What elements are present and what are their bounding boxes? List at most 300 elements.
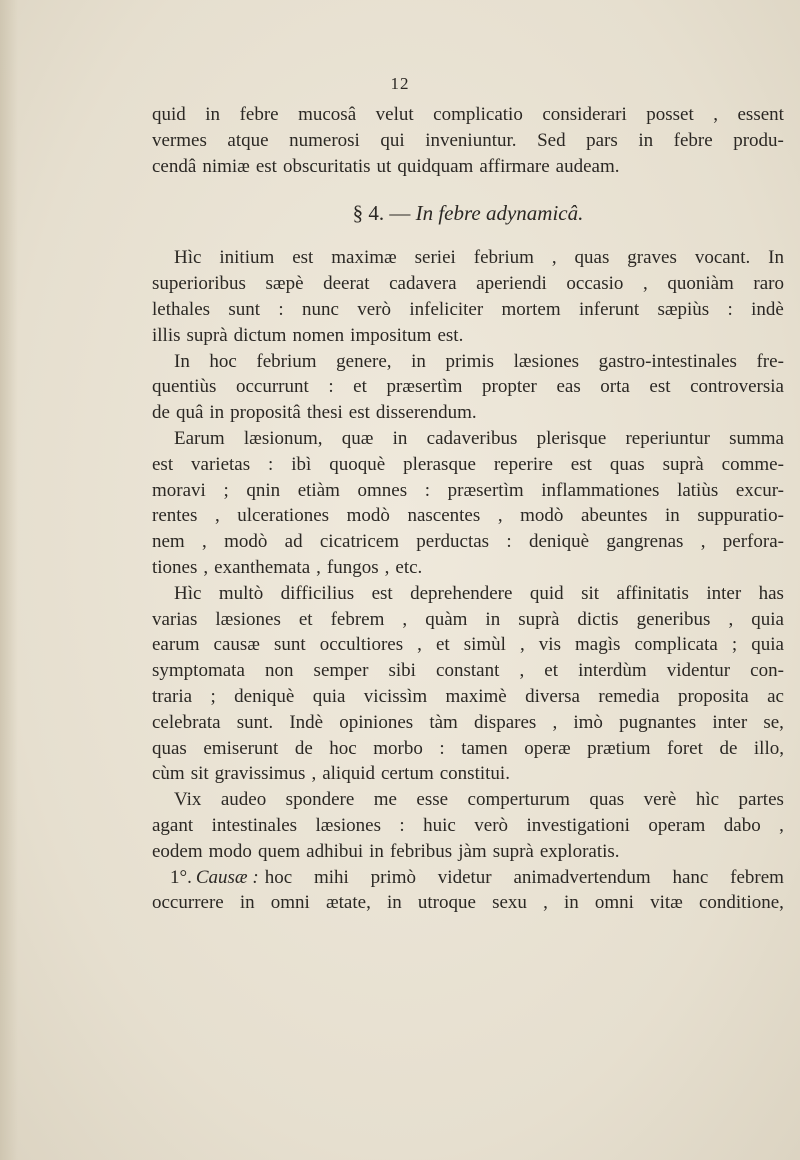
word: inveniuntur. [425, 129, 517, 151]
word: complicata [634, 634, 718, 656]
word: impositum [350, 324, 432, 346]
word: suprà [662, 453, 704, 475]
word: est [371, 582, 393, 604]
word: In [768, 247, 784, 269]
word: Earum [174, 427, 225, 449]
word: seriei [414, 247, 456, 269]
word: abeuntes [580, 505, 648, 527]
word: perductas [416, 531, 490, 553]
word: : [328, 376, 334, 398]
word: constitui. [439, 763, 510, 785]
word: maximè [445, 685, 507, 707]
word: se, [763, 711, 784, 733]
word: non [264, 660, 294, 682]
word: multò [218, 582, 264, 604]
word: , [519, 660, 525, 682]
word: traria [152, 685, 193, 707]
word: febrium [256, 350, 317, 372]
word: de [152, 402, 170, 424]
word: hoc [264, 866, 293, 888]
text-line [152, 426, 784, 452]
word: symptomata [152, 660, 245, 682]
word: de [294, 737, 313, 759]
word: comme- [721, 453, 784, 475]
paragraph [152, 245, 784, 348]
word: occasio [566, 273, 624, 295]
word: interdùm [578, 660, 647, 682]
word: thesi [306, 402, 343, 424]
word: ; [210, 685, 216, 707]
text-line [152, 128, 784, 154]
word: numerosi [289, 129, 360, 151]
word: , [497, 505, 503, 527]
word: febrem [730, 866, 784, 888]
section-heading [152, 189, 784, 237]
word: fre- [756, 350, 784, 372]
word: quas [589, 789, 625, 811]
word: nascentes [407, 505, 481, 527]
word: : [278, 298, 284, 320]
word: febre [239, 104, 279, 125]
word: posset [646, 104, 694, 125]
word: , [642, 273, 648, 295]
text-line [152, 323, 784, 349]
word: in [665, 505, 680, 527]
text-line [152, 374, 784, 400]
text-line [152, 245, 784, 271]
text-line [152, 102, 784, 128]
causae-line-2 [152, 890, 784, 916]
word: Hìc [174, 247, 202, 269]
word: tiones [152, 556, 198, 578]
text-line [152, 658, 784, 684]
word: opiniones [339, 711, 414, 733]
word: dictis [577, 608, 619, 630]
word: , [316, 556, 321, 578]
word: suprà [518, 608, 560, 630]
word: in [205, 104, 221, 125]
word: in [563, 892, 579, 914]
word: quas [609, 453, 645, 475]
text-line [152, 710, 784, 736]
word: qui [380, 129, 405, 151]
word: est. [437, 324, 464, 346]
word: etiàm [297, 479, 340, 501]
word: mortem [501, 298, 561, 320]
word: est [570, 453, 592, 475]
word: deniquè [528, 531, 590, 553]
word: quidquam [397, 155, 474, 177]
word: quia [312, 685, 346, 707]
word: , [552, 711, 558, 733]
word: nunc [301, 298, 339, 320]
word: : [399, 814, 405, 836]
word: omnes [357, 479, 408, 501]
word: sit [581, 582, 600, 604]
word: agant [152, 814, 194, 836]
word: est [255, 155, 277, 177]
section-paragraphs [152, 245, 784, 864]
word: vocant. [694, 247, 751, 269]
word: hoc [209, 350, 237, 372]
word: qnin [246, 479, 281, 501]
word: excur- [735, 479, 784, 501]
word: gangrenas [606, 531, 684, 553]
word: inferunt [578, 298, 640, 320]
word: comperturum [467, 789, 570, 811]
word: propositâ [230, 402, 301, 424]
word: suppuratio- [697, 505, 784, 527]
word: affinitatis [616, 582, 689, 604]
word: imò [573, 711, 603, 733]
word: nem [152, 531, 185, 553]
word: prætium [587, 737, 651, 759]
word: conditione, [698, 892, 784, 914]
word: moravi [152, 479, 206, 501]
word: maximæ [331, 247, 397, 269]
word: et [544, 660, 558, 682]
causae-label: Causæ : [195, 866, 259, 888]
word: esse [416, 789, 449, 811]
word: , [311, 763, 317, 785]
word: propter [482, 376, 537, 398]
word: quàm [425, 608, 468, 630]
word: utroque [417, 892, 476, 914]
word: cadavera [389, 273, 457, 295]
text-line [152, 684, 784, 710]
word: Vix [174, 789, 202, 811]
word: , [520, 634, 525, 656]
word: læsiones [315, 814, 381, 836]
word: essent [737, 104, 784, 125]
word: eodem [152, 840, 203, 862]
word: mucosâ [298, 104, 357, 125]
word: etc. [395, 556, 423, 578]
word: Sed [537, 129, 566, 151]
word: varietas [191, 453, 251, 475]
word: reperiuntur [625, 427, 710, 449]
word: aliquid [322, 763, 375, 785]
word: : [439, 737, 445, 759]
text-line [152, 503, 784, 529]
word: in [369, 840, 384, 862]
text-line [152, 632, 784, 658]
word: , [214, 505, 220, 527]
section-number: § 4. — [352, 201, 411, 226]
word: sibi [388, 660, 416, 682]
word: quia [751, 608, 784, 630]
word: pugnantes [619, 711, 697, 733]
word: raro [753, 273, 784, 295]
word: disserendum. [375, 402, 477, 424]
causae-text-2 [152, 890, 784, 916]
word: in [485, 608, 501, 630]
word: in [239, 892, 255, 914]
word: jàm [458, 840, 487, 862]
word: huic [423, 814, 456, 836]
word: quid [529, 582, 564, 604]
paragraph [152, 349, 784, 426]
word: lethales [152, 298, 211, 320]
word: intestinales [211, 814, 298, 836]
word: modò [346, 505, 390, 527]
word: ibì [291, 453, 312, 475]
word: videtur [437, 866, 492, 888]
page-number: 12 [390, 74, 410, 93]
word: ulcerationes [237, 505, 330, 527]
word: quâ [175, 402, 204, 424]
word: , [728, 608, 734, 630]
word: audeam. [555, 155, 620, 177]
word: celebrata [152, 711, 221, 733]
text-line [152, 581, 784, 607]
word: in [638, 129, 654, 151]
word: superioribus [152, 273, 246, 295]
word: febribus [389, 840, 453, 862]
word: cendâ [152, 155, 197, 177]
word: gravissimus [214, 763, 306, 785]
word: cadaveribus [426, 427, 518, 449]
word: gastro-intestinales [598, 350, 737, 372]
word: adhibui [306, 840, 364, 862]
word: indè [751, 298, 784, 320]
word: occultiores [319, 634, 404, 656]
text-line [152, 761, 784, 787]
word: occurrere [152, 892, 224, 914]
word: ac [767, 685, 784, 707]
text-line [152, 478, 784, 504]
word: verò [357, 298, 392, 320]
text-line [152, 349, 784, 375]
word: foret [667, 737, 703, 759]
word: quoniàm [667, 273, 734, 295]
paragraph [152, 787, 784, 864]
word: con- [750, 660, 784, 682]
word: affirmare [479, 155, 550, 177]
word: sunt [228, 298, 261, 320]
text-line [152, 297, 784, 323]
word: has [758, 582, 784, 604]
word: hoc [329, 737, 357, 759]
word: quia [751, 634, 784, 656]
word: causæ [213, 634, 260, 656]
word: diversa [525, 685, 580, 707]
word: dispares [474, 711, 537, 733]
word: : [727, 298, 733, 320]
body-text [152, 102, 784, 916]
word: modò [520, 505, 564, 527]
word: plerisque [536, 427, 607, 449]
word: quas [574, 247, 610, 269]
word: et [353, 376, 367, 398]
word: læsiones [513, 350, 580, 372]
word: , [402, 608, 408, 630]
text-line [152, 555, 784, 581]
word: sæpiùs [657, 298, 710, 320]
intro-paragraph [152, 102, 784, 179]
word: obscuritatis [282, 155, 371, 177]
word: plerasque [403, 453, 476, 475]
word: considerari [542, 104, 627, 125]
section-title: In febre adynamicâ. [415, 201, 584, 226]
text-line [152, 154, 784, 180]
word: , [700, 531, 706, 553]
word: : [268, 453, 274, 475]
word: deprehendere [410, 582, 513, 604]
word: inflammationes [541, 479, 660, 501]
word: graves [627, 247, 677, 269]
word: , [543, 892, 548, 914]
text-line [152, 529, 784, 555]
word: quem [257, 840, 301, 862]
word: Indè [289, 711, 324, 733]
word: in [411, 350, 426, 372]
word: , [417, 634, 422, 656]
word: inter [706, 582, 742, 604]
word: est [152, 453, 174, 475]
word: pars [586, 129, 618, 151]
paragraph [152, 581, 784, 787]
word: omni [270, 892, 310, 914]
causae-number: 1°. [170, 866, 192, 888]
word: illis [152, 324, 181, 346]
word: vis [538, 634, 561, 656]
word: investigationi [526, 814, 630, 836]
word: omni [594, 892, 634, 914]
text-line [152, 839, 784, 865]
word: sit [190, 763, 209, 785]
word: exploratis. [539, 840, 620, 862]
word: verò [474, 814, 509, 836]
text-line [152, 736, 784, 762]
word: læsionum, [243, 427, 323, 449]
word: tamen [461, 737, 508, 759]
word: produ- [733, 129, 784, 151]
word: verè [643, 789, 677, 811]
word: febrem [330, 608, 385, 630]
word: eas [556, 376, 581, 398]
word: hanc [672, 866, 709, 888]
word: ætate, [325, 892, 371, 914]
word: vermes [152, 129, 207, 151]
word: sæpè [265, 273, 304, 295]
word: præsertìm [386, 376, 463, 398]
word: : [424, 479, 431, 501]
text-line [152, 607, 784, 633]
word: simùl [463, 634, 506, 656]
word: sunt. [236, 711, 274, 733]
word: , [202, 531, 207, 553]
text-line [152, 271, 784, 297]
word: de [719, 737, 738, 759]
word: præsertìm [447, 479, 524, 501]
causae-line-1 [152, 865, 784, 891]
word: , [384, 556, 390, 578]
word: est [649, 376, 671, 398]
word: genere, [336, 350, 392, 372]
word: earum [152, 634, 200, 656]
text-line [152, 813, 784, 839]
word: est [348, 402, 370, 424]
word: quid [152, 104, 186, 125]
word: febrium [473, 247, 534, 269]
word: remedia [598, 685, 660, 707]
word: quas [152, 737, 187, 759]
causae-text [265, 865, 784, 891]
word: constant [436, 660, 500, 682]
word: proposita [677, 685, 749, 707]
word: generibus [636, 608, 711, 630]
word: emiserunt [203, 737, 279, 759]
word: difficilius [280, 582, 355, 604]
word: varias [152, 608, 198, 630]
word: reperire [493, 453, 553, 475]
word: inter [712, 711, 748, 733]
paragraph [152, 426, 784, 581]
word: cicatricem [319, 531, 399, 553]
word: operam [648, 814, 706, 836]
text-line [152, 400, 784, 426]
text-line [152, 787, 784, 813]
word: partes [738, 789, 784, 811]
word: quæ [341, 427, 374, 449]
word: sunt [274, 634, 306, 656]
word: ad [284, 531, 303, 553]
word: , [203, 556, 209, 578]
word: deniquè [234, 685, 295, 707]
word: febre [673, 129, 713, 151]
word: operæ [524, 737, 571, 759]
word: modò [224, 531, 268, 553]
word: magìs [575, 634, 621, 656]
word: summa [729, 427, 784, 449]
word: nomen [292, 324, 345, 346]
word: , [713, 104, 718, 125]
word: in [209, 402, 225, 424]
word: læsiones [215, 608, 281, 630]
word: aperiendi [476, 273, 547, 295]
word: mihi [313, 866, 349, 888]
word: infeliciter [409, 298, 484, 320]
word: et [298, 608, 313, 630]
word: primis [445, 350, 495, 372]
word: videntur [666, 660, 731, 682]
word: fungos [326, 556, 379, 578]
word: illo, [753, 737, 784, 759]
word: ut [376, 155, 392, 177]
word: vitæ [650, 892, 683, 914]
word: certum [380, 763, 434, 785]
word: in [386, 892, 402, 914]
word: in [392, 427, 408, 449]
word: suprà [186, 324, 228, 346]
word: rentes [152, 505, 198, 527]
word: quentiùs [152, 376, 217, 398]
word: est [292, 247, 314, 269]
word: , [551, 247, 557, 269]
word: audeo [220, 789, 267, 811]
word: : [506, 531, 512, 553]
word: quoquè [329, 453, 386, 475]
word: dictum [233, 324, 287, 346]
word: semper [313, 660, 369, 682]
word: ; [223, 479, 229, 501]
word: primò [370, 866, 416, 888]
word: sexu [492, 892, 527, 914]
word: tàm [429, 711, 458, 733]
word: spondere [285, 789, 355, 811]
word: , [779, 814, 784, 836]
